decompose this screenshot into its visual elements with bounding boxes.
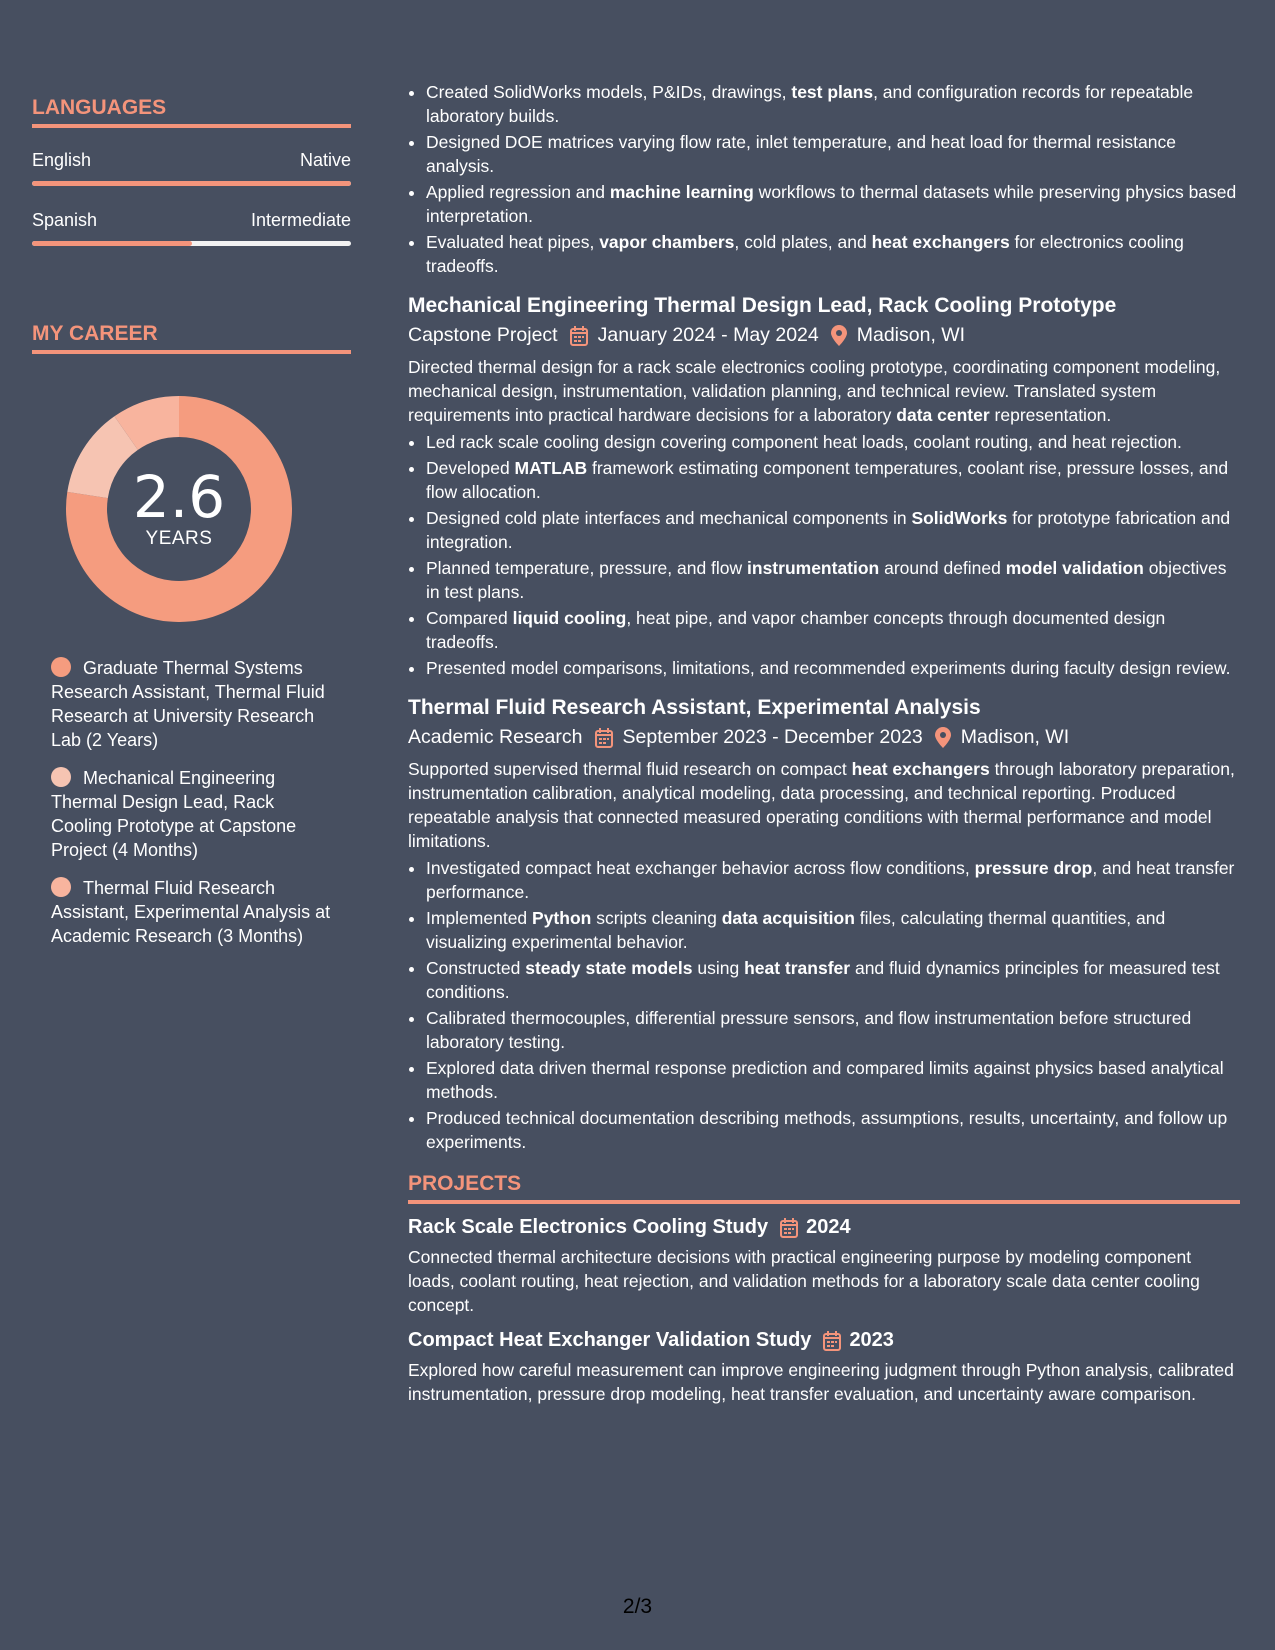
- job-bullets: [408, 430, 1240, 680]
- keyword-bold: heat exchangers: [871, 232, 1010, 252]
- bullet-item: • Created SolidWorks models, P&IDs, drawings, test plans, and configuration records for repeatable laboratory builds.: [426, 80, 1240, 128]
- keyword-bold: machine learning: [609, 182, 754, 202]
- job-organization: Academic Research: [408, 726, 583, 748]
- project-title: Rack Scale Electronics Cooling Study: [408, 1216, 769, 1238]
- legend-label: Thermal Fluid Research Assistant, Experimental Analysis at Academic Research (3 Months): [51, 878, 331, 946]
- job-dates: January 2024 - May 2024: [597, 324, 819, 346]
- bullet-item: • Developed MATLAB framework estimating component temperatures, coolant rise, pressure losses, and flow allocation.: [426, 456, 1240, 504]
- languages-title: LANGUAGES: [32, 96, 351, 128]
- job-title: Mechanical Engineering Thermal Design Lead, Rack Cooling Prototype: [408, 294, 1117, 317]
- job-entry: [408, 696, 1240, 1154]
- language-proficiency-fill: [32, 241, 192, 246]
- keyword-bold: test plans: [791, 82, 874, 102]
- legend-label: Graduate Thermal Systems Research Assistant, Thermal Fluid Research at University Research Lab (2 Years): [51, 658, 325, 750]
- calendar-icon: [823, 1331, 841, 1351]
- language-proficiency-bar: [32, 241, 351, 246]
- keyword-bold: vapor chambers: [599, 232, 735, 252]
- job-entry: [408, 294, 1240, 680]
- bullet-item: • Implemented Python scripts cleaning data acquisition files, calculating thermal quantities, and visualizing experimental behavior.: [426, 906, 1240, 954]
- bullet-item: • Designed cold plate interfaces and mechanical components in SolidWorks for prototype fabrication and integration.: [426, 506, 1240, 554]
- bullet-item: • Investigated compact heat exchanger behavior across flow conditions, pressure drop, and heat transfer performance.: [426, 856, 1240, 904]
- keyword-bold: data center: [896, 405, 990, 425]
- main-content: [408, 0, 1240, 1406]
- language-item-spanish: [32, 210, 351, 246]
- bullet-item: • Calibrated thermocouples, differential pressure sensors, and flow instrumentation before structured laboratory testing.: [426, 1006, 1240, 1054]
- career-legend-item: [51, 876, 331, 948]
- bullet-item: • Evaluated heat pipes, vapor chambers, cold plates, and heat exchangers for electronics cooling tradeoffs.: [426, 230, 1240, 278]
- project-description: Explored how careful measurement can improve engineering judgment through Python analysis, calibrated instrumentation, pressure drop modeling, heat transfer evaluation, and uncertainty aware comparison.: [408, 1360, 1234, 1404]
- bullet-item: • Compared liquid cooling, heat pipe, and vapor chamber concepts through documented design tradeoffs.: [426, 606, 1240, 654]
- map-pin-icon: [935, 727, 951, 748]
- career-title: MY CAREER: [32, 322, 351, 354]
- calendar-icon: [595, 728, 613, 748]
- job-title: Thermal Fluid Research Assistant, Experimental Analysis: [408, 696, 981, 719]
- job-bullets: [408, 856, 1240, 1154]
- keyword-bold: heat exchangers: [851, 759, 990, 779]
- keyword-bold: pressure drop: [974, 858, 1093, 878]
- career-legend: [51, 656, 331, 948]
- bullet-item: • Led rack scale cooling design covering component heat loads, coolant routing, and heat rejection.: [426, 430, 1240, 454]
- legend-dot: [51, 877, 71, 897]
- keyword-bold: heat transfer: [744, 958, 851, 978]
- keyword-bold: data acquisition: [721, 908, 855, 928]
- career-legend-item: [51, 766, 331, 862]
- career-legend-item: [51, 656, 331, 752]
- project-year: 2024: [806, 1216, 851, 1238]
- keyword-bold: Python: [532, 908, 592, 928]
- career-total-years: 2.6: [132, 463, 226, 531]
- keyword-bold: SolidWorks: [911, 508, 1008, 528]
- legend-dot: [51, 657, 71, 677]
- keyword-bold: liquid cooling: [512, 608, 627, 628]
- language-proficiency-bar: [32, 181, 351, 186]
- bullet-item: • Presented model comparisons, limitations, and recommended experiments during faculty design review.: [426, 656, 1240, 680]
- project-entry: [408, 1216, 1240, 1317]
- project-header: [408, 1216, 1240, 1239]
- language-level: Intermediate: [250, 210, 351, 230]
- bullet-item: • Designed DOE matrices varying flow rate, inlet temperature, and heat load for thermal resistance analysis.: [426, 130, 1240, 178]
- job-organization: Capstone Project: [408, 324, 558, 346]
- language-proficiency-fill: [32, 181, 351, 186]
- job-location: Madison, WI: [960, 726, 1070, 748]
- keyword-bold: instrumentation: [747, 558, 880, 578]
- bullet-item: • Planned temperature, pressure, and flow instrumentation around defined model validation objectives in test plans.: [426, 556, 1240, 604]
- project-year: 2023: [849, 1329, 894, 1351]
- bullet-item: • Explored data driven thermal response prediction and compared limits against physics based analytical methods.: [426, 1056, 1240, 1104]
- bullet-item: • Applied regression and machine learning workflows to thermal datasets while preserving physics based interpretation.: [426, 180, 1240, 228]
- keyword-bold: model validation: [1005, 558, 1144, 578]
- job-meta: [408, 726, 1240, 749]
- sidebar: [32, 0, 351, 962]
- bullet-item: • Produced technical documentation describing methods, assumptions, results, uncertainty, and follow up experiments.: [426, 1106, 1240, 1154]
- map-pin-icon: [831, 325, 847, 346]
- job-dates: September 2023 - December 2023: [622, 726, 923, 748]
- project-header: [408, 1329, 1240, 1352]
- job-meta: [408, 324, 1240, 347]
- language-name: English: [32, 150, 92, 170]
- language-level: Native: [299, 150, 351, 170]
- intro-bullets: [408, 80, 1240, 278]
- job-summary: Directed thermal design for a rack scale electronics cooling prototype, coordinating component modeling, mechanical design, instrumentation, validation planning, and technical review. Translated system requirements into practical hardware decisions for a laboratory data center representation.: [408, 357, 1221, 425]
- language-item-english: [32, 150, 351, 186]
- calendar-icon: [570, 326, 588, 346]
- project-title: Compact Heat Exchanger Validation Study: [408, 1329, 812, 1351]
- bullet-item: • Constructed steady state models using heat transfer and fluid dynamics principles for measured test conditions.: [426, 956, 1240, 1004]
- language-name: Spanish: [32, 210, 98, 230]
- calendar-icon: [780, 1218, 798, 1238]
- page-number: 2/3: [622, 1595, 653, 1618]
- legend-label: Mechanical Engineering Thermal Design Lead, Rack Cooling Prototype at Capstone Project (4 Months): [51, 768, 297, 860]
- career-donut-chart: [66, 396, 292, 622]
- job-summary: Supported supervised thermal fluid research on compact heat exchangers through laboratory preparation, instrumentation calibration, analytical modeling, data processing, and technical reporting. Produced repeatable analysis that connected measured operating conditions with thermal performance and model limitations.: [408, 759, 1235, 851]
- job-location: Madison, WI: [856, 324, 966, 346]
- project-entry: [408, 1329, 1240, 1406]
- keyword-bold: MATLAB: [514, 458, 588, 478]
- keyword-bold: steady state models: [525, 958, 693, 978]
- projects-title: PROJECTS: [408, 1172, 1240, 1204]
- legend-dot: [51, 767, 71, 787]
- project-description: Connected thermal architecture decisions with practical engineering purpose by modeling component loads, coolant routing, heat rejection, and validation methods for a laboratory scale data center cooling concept.: [408, 1247, 1200, 1315]
- career-total-unit: YEARS: [145, 528, 213, 549]
